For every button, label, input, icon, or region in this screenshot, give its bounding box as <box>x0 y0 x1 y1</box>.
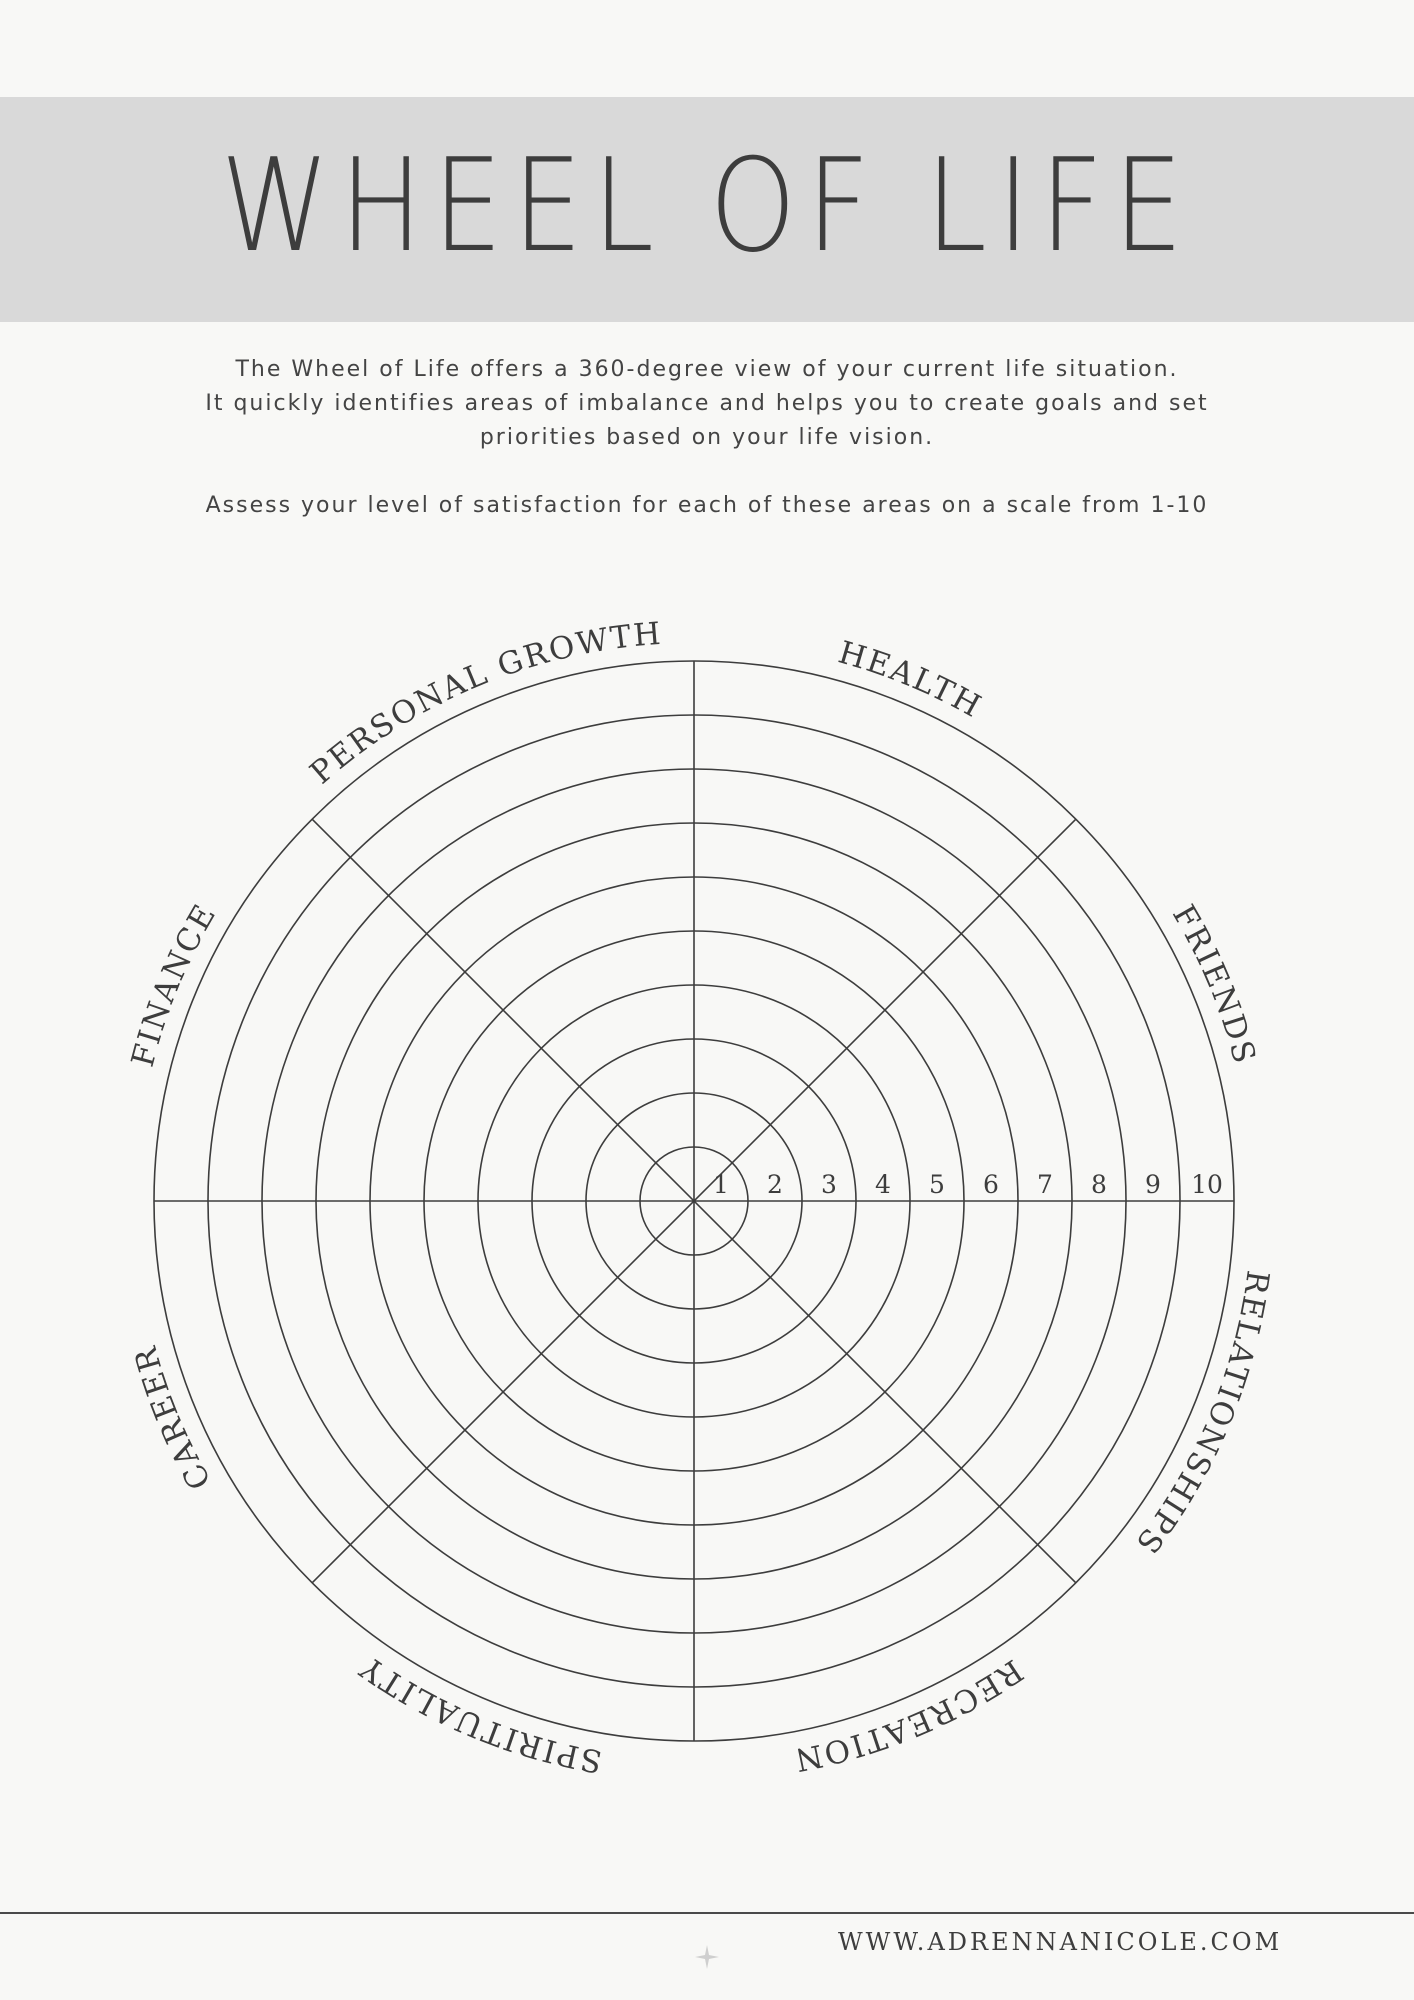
footer-divider <box>0 1912 1414 1914</box>
scale-label: 3 <box>821 1170 837 1199</box>
scale-labels <box>713 1170 1223 1199</box>
scale-label: 2 <box>767 1170 783 1199</box>
scale-label: 6 <box>983 1170 999 1199</box>
scale-label: 1 <box>713 1170 729 1199</box>
area-label-friends: FRIENDS <box>1165 898 1263 1069</box>
scale-label: 7 <box>1037 1170 1053 1199</box>
scale-label: 4 <box>875 1170 891 1199</box>
scale-label: 9 <box>1145 1170 1161 1199</box>
area-label-recreation: RECREATION <box>790 1651 1030 1779</box>
area-label-health: HEALTH <box>834 634 989 726</box>
scale-label: 5 <box>929 1170 945 1199</box>
area-label-relationships: RELATIONSHIPS <box>1127 1268 1276 1562</box>
assess-instruction: Assess your level of satisfaction for each of these areas on a scale from 1-10 <box>205 493 1209 518</box>
scale-label: 8 <box>1091 1170 1107 1199</box>
sparkle-star-icon <box>692 1942 722 1972</box>
area-label-spirituality: SPIRITUALITY <box>352 1647 605 1780</box>
intro-line: The Wheel of Life offers a 360-degree view of your current life situation. <box>235 357 1179 382</box>
intro-line: priorities based on your life vision. <box>479 425 935 450</box>
website-url[interactable]: WWW.ADRENNANICOLE.COM <box>838 1928 1283 1956</box>
area-label-career: CAREER <box>127 1341 219 1496</box>
intro-line: It quickly identifies areas of imbalance and helps you to create goals and set <box>205 391 1209 416</box>
wheel-spokes <box>154 661 1234 1741</box>
area-label-finance: FINANCE <box>124 897 224 1071</box>
area-label-personal-growth: PERSONAL GROWTH <box>303 615 664 792</box>
scale-label: 10 <box>1191 1170 1223 1199</box>
page-title: WHEEL OF LIFE <box>220 132 1194 281</box>
